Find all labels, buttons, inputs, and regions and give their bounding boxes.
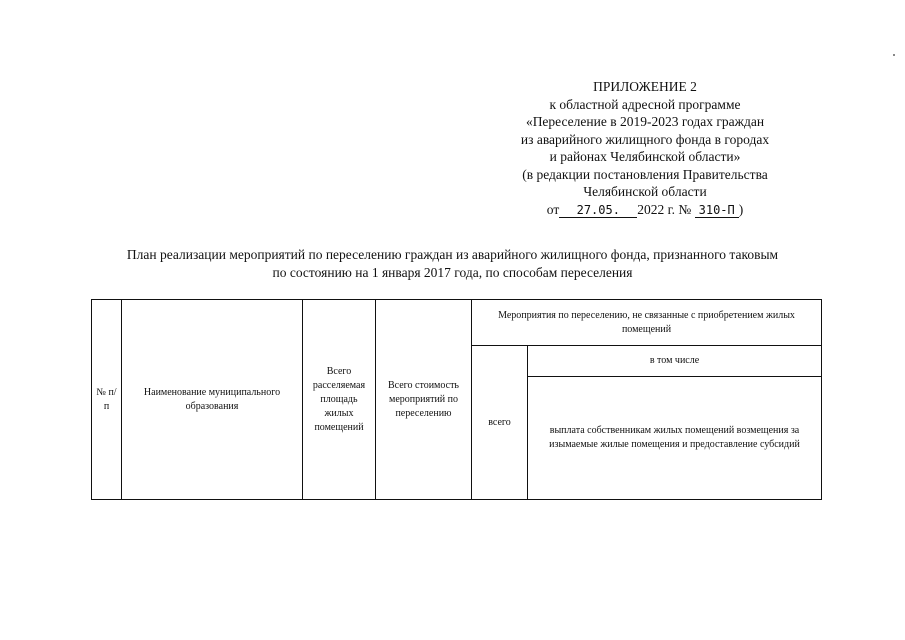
decree-date: 27.05. [559, 203, 637, 218]
date-prefix: от [546, 201, 560, 217]
header-cell-including: в том числе [528, 346, 822, 377]
header-cell-number: № п/п [92, 300, 122, 500]
appendix-line-1: к областной адресной программе [549, 96, 741, 112]
appendix-line-5: (в редакции постановления Правительства [522, 166, 768, 182]
header-cell-total: всего [472, 346, 528, 500]
decree-date-line [500, 201, 790, 219]
appendix-line-4: и районах Челябинской области» [549, 149, 741, 164]
header-cell-municipality: Наименование муниципального образования [122, 300, 303, 500]
header-cell-owner-payment: выплата собственникам жилых помещений возмещения за изымаемые жилые помещения и предоставление субсидий [528, 377, 822, 500]
decree-number: 310-П [695, 203, 739, 218]
plan-title-line-2: по состоянию на 1 января 2017 года, по способам переселения [272, 265, 633, 280]
appendix-line-6: Челябинской области [583, 184, 707, 199]
appendix-title: ПРИЛОЖЕНИЕ 2 [593, 79, 697, 94]
header-cell-group-measures: Мероприятия по переселению, не связанные с приобретением жилых помещений [472, 300, 822, 346]
plan-table [91, 299, 822, 500]
decree-year: 2022 г. № [637, 201, 692, 217]
header-cell-total-cost: Всего стоимость мероприятий по переселению [376, 300, 472, 500]
header-cell-total-area: Всего расселяемая площадь жилых помещений [303, 300, 376, 500]
plan-title [60, 246, 845, 282]
table-header-row-1 [92, 300, 822, 346]
appendix-line-3: из аварийного жилищного фонда в городах [520, 131, 770, 147]
close-paren: ) [738, 201, 744, 217]
appendix-header [500, 78, 790, 218]
plan-title-line-1: План реализации мероприятий по переселению граждан из аварийного жилищного фонда, признанного таковым [126, 247, 779, 262]
appendix-line-2: «Переселение в 2019-2023 годах граждан [525, 114, 765, 129]
scan-speck [893, 54, 895, 56]
